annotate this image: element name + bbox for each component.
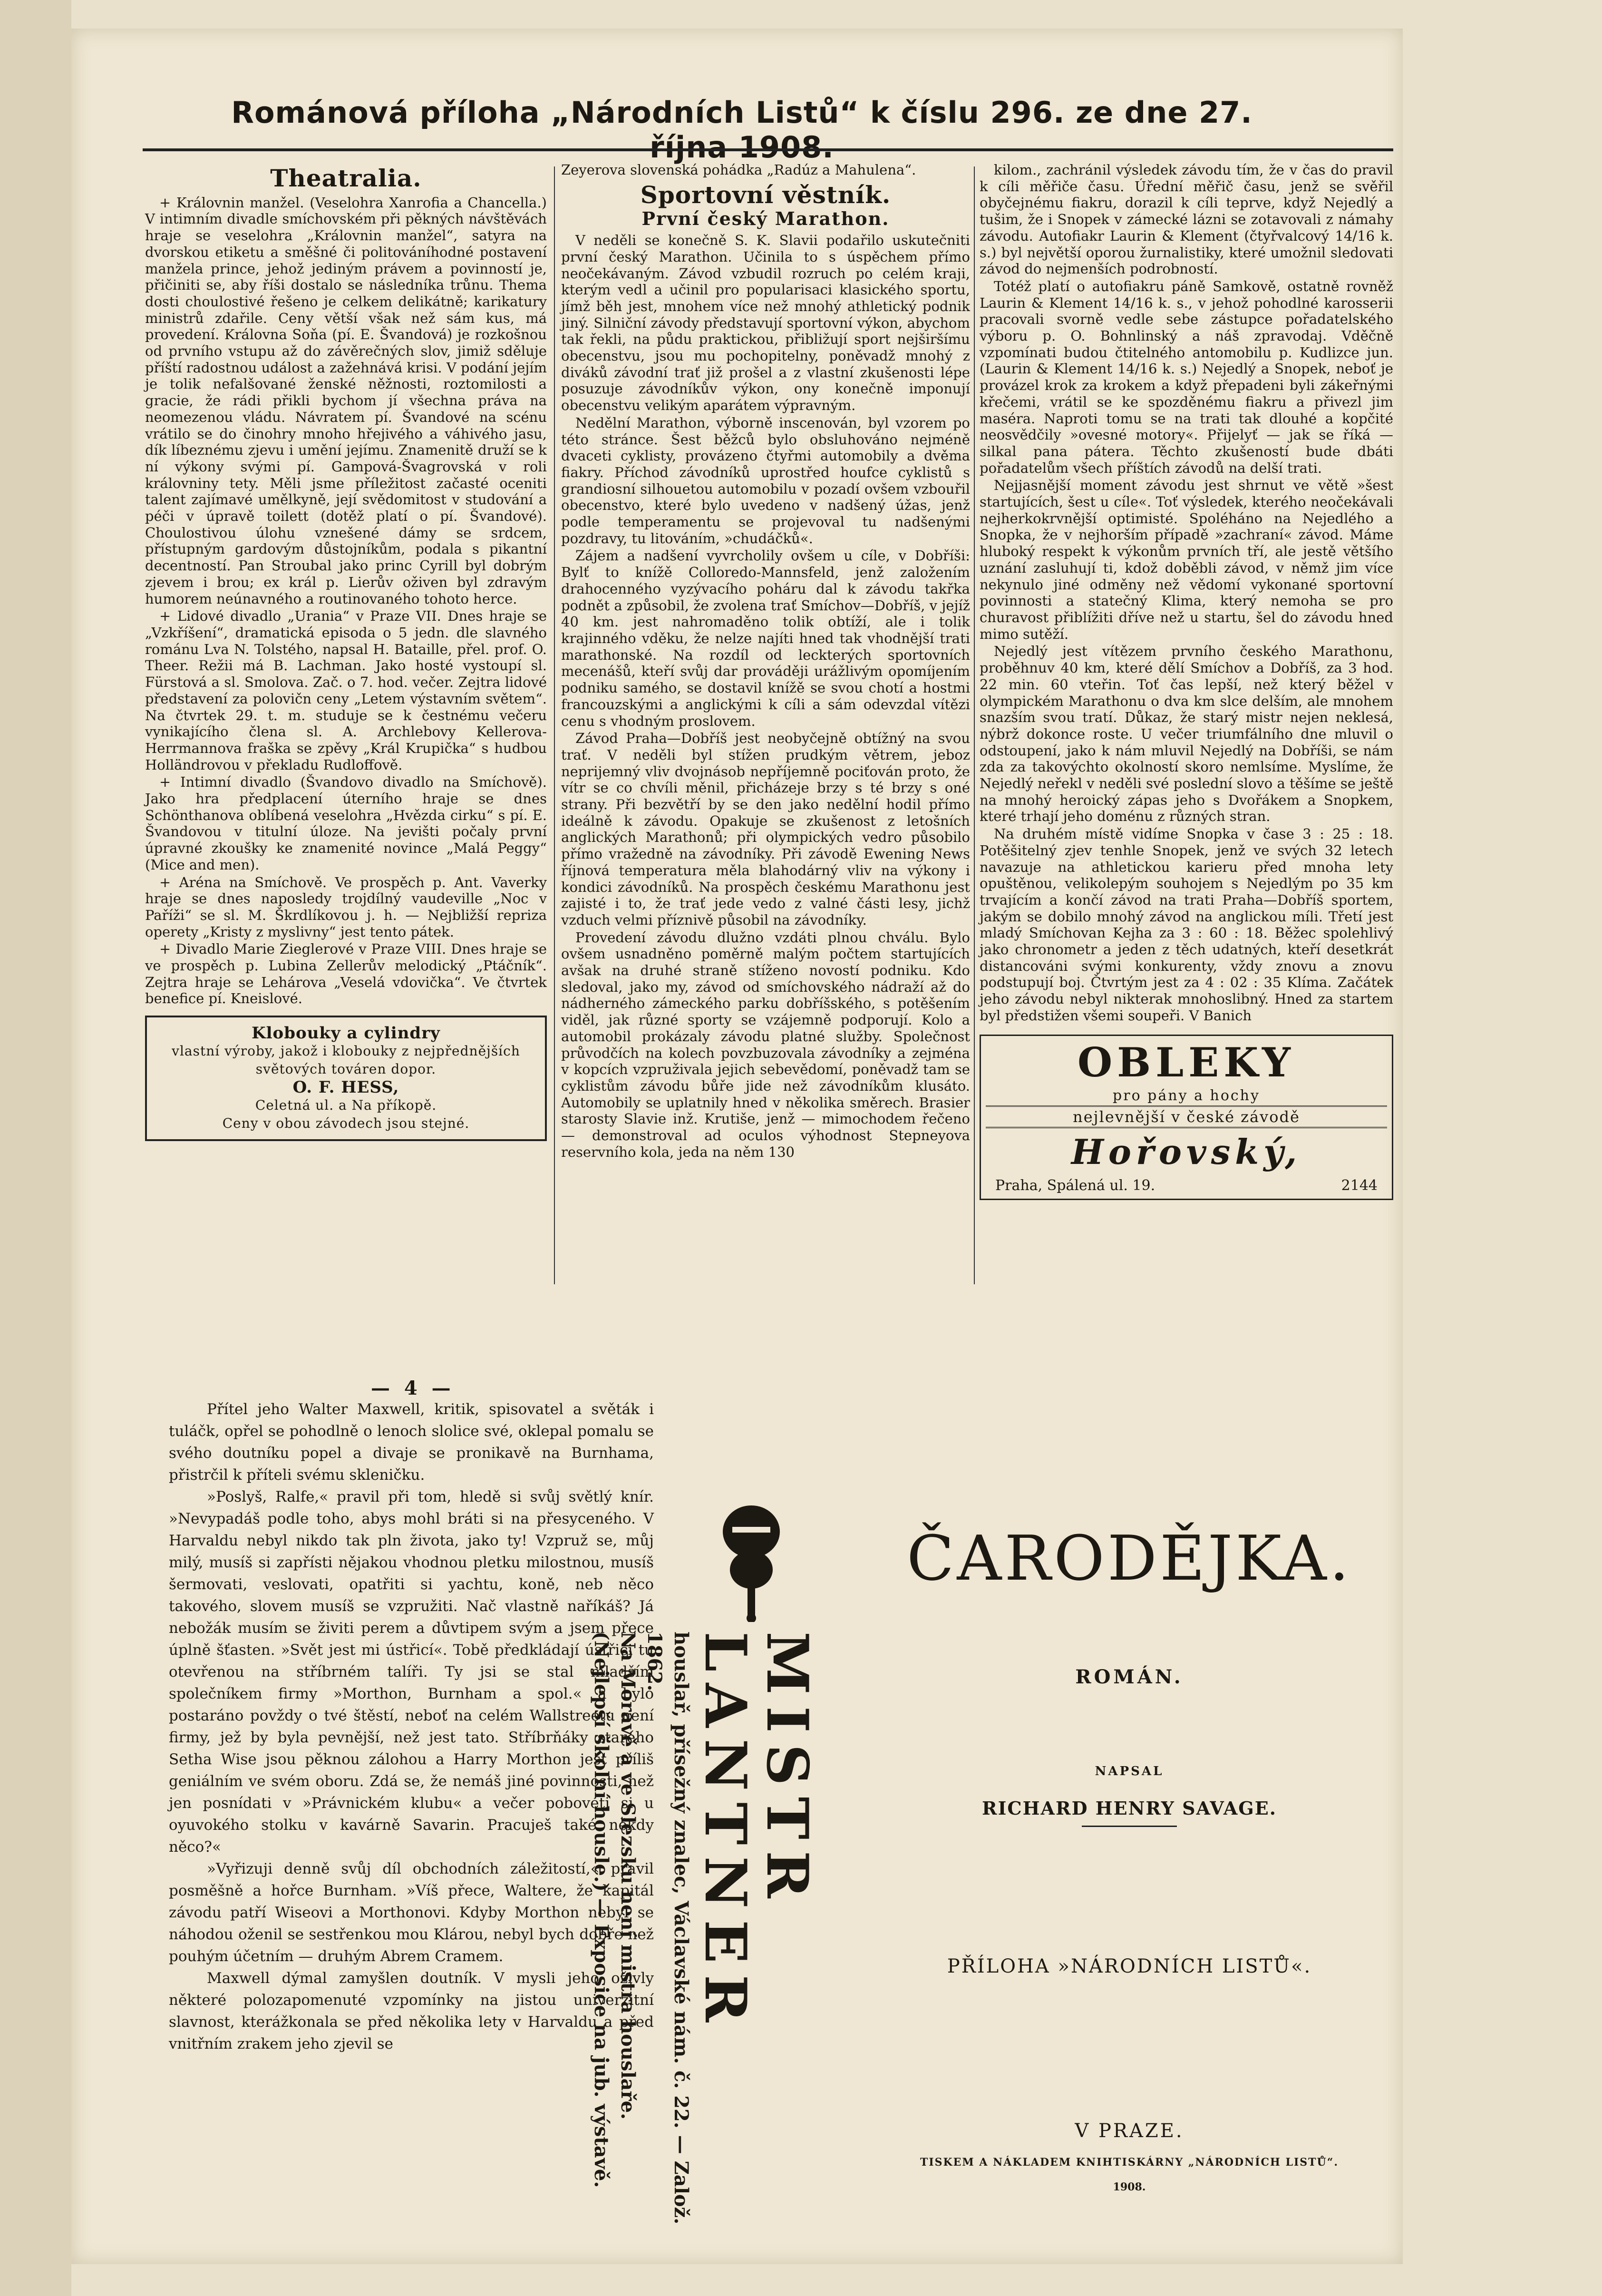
obleky-line: nejlevnější v české závodě — [986, 1105, 1387, 1128]
sport-paragraph: Totéž platí o autofiakru páně Samkově, ostatně rovněž Laurin & Klement 14/16 k. s., v jehož pohodlné karosserii pracovali svorně vedle sebe zástupce pořadatelského výboru p. O. Bohnlinský a náš zpravodaj. Vděčně vzpomínati budou čtitelného antomobilu p. Kudlizce jun. (Laurin & Klement 14/16 k. s.) Nejedlý a Snopek, neboť je provázel krok za krokem a když přepadeni byli zákeřnými křečemi, vrátil se ke spozděnému fiakru a přivezl jim maséra. Naproti tomu se na trati tak dlouhé a kopčité neosvědčily »ovesné motory«. Přijelyť — jak se říká — silkal pana pátera. Těchto zkušeností bude dbáti pořadatelům všech příštích závodů na delší trati. — [980, 278, 1393, 476]
novel-supplement-note: PŘÍLOHA »NÁRODNÍCH LISTŮ«. — [947, 1955, 1312, 1977]
obleky-heading: OBLEKY — [1078, 1038, 1295, 1086]
title-rule — [1082, 1826, 1177, 1827]
theatralia-paragraph: + Intimní divadlo (Švandovo divadlo na Smíchově). Jako hra předplacení úterního hraje se dnes Schönthanova oblíbená veselohra „Hvězda cirku“ s pí. E. Švandovou v titulní úloze. Na jevišti počaly první úpravné zkoušky ke znamenité novince „Malá Peggy“ (Mice and men). — [145, 774, 547, 873]
lantner-name: MISTR LANTNER — [692, 1632, 821, 2034]
sport-paragraph: kilom., zachránil výsledek závodu tím, že v čas do pravil k cíli měřiče času. Úřední měřič času, jenž se svěřil obyčejnému fiakru, dorazil k cíli teprve, když Nejedlý a tušim, že i Snopek v zámecké lázni se zotavovali z námahy závodu. Autofiakr Laurin & Klement (čtyřvalcový 14/16 k. s.) byl největší oporou žurnalistiky, které umožnil sledovati závod do nejmenších podrobností. — [980, 162, 1393, 277]
lantner-advertisement — [590, 1498, 821, 2240]
sport-paragraph: Nejjasnější moment závodu jest shrnut ve větě »šest startujících, šest u cíle«. Toť výsledek, kterého neočekávali nejherkokrvnější optimisté. Spoléháno na Nejedlého a Snopka, že v nejhorším případě »zachraní« závod. Máme hluboký respekt k výkonům prvních tří, ale jestě většího uznání zasluhují ti, kdož doběbli závod, v němž jim více nekynulo jiné odměny než vědomí vykonané sportovní povinnosti a statečný Klima, který nemoha se pro churavost přiblížiti dříve než u startu, šel do závodu hned mimo sutěží. — [980, 477, 1393, 642]
obleky-name: Hořovský, — [1071, 1131, 1302, 1172]
novel-year: 1908. — [1113, 2181, 1146, 2193]
hess-advertisement — [145, 1016, 547, 1141]
sport-continued-column — [980, 162, 1393, 1200]
hess-ad-title: Klobouky a cylindry — [252, 1024, 440, 1043]
obleky-line: pro pány a hochy — [1113, 1087, 1260, 1104]
column-divider — [974, 166, 975, 1284]
page-number: — 4 — — [371, 1377, 455, 1399]
novel-paragraph: Maxwell dýmal zamyšlen doutník. V mysli jeho oživly některé polozapomenuté vzpomínky na jistou univerzitní slavnost, kterážkonala se před několika lety v Harvaldu a před vnitřním zrakem jeho zjevil se — [169, 1970, 654, 2052]
novel-paragraph: »Vyřizuji denně svůj díl obchodních záležitostí,« pravil posměšně a hořce Burnham. »Víš přece, Waltere, že kapitál závodu patří Wiseovi a Morthonovi. Kdyby Morthon nebyl se náhodou oženil se sestřenkou mou Klárou, nebyl bych dobře než pouhým účetním — druhým Abrem Cramem. — [169, 1860, 654, 1965]
sport-paragraph: Nejedlý jest vítězem prvního českého Marathonu, proběhnuv 40 km, které dělí Smíchov a Dobříš, za 3 hod. 22 min. 60 vteřin. Toť čas lepší, než který běžel v olympickém Marathonu o dva km slce delším, ale mnohem snazším svou tratí. Důkaz, že starý mistr nejen neklesá, nýbrž dokonce roste. U večer triumfálního dne mluvil o odstoupení, jako k nám mluvil Nejedlý na Dobříši, se nám zda za takovýchto okolností skoro nemlsíme. Myslíme, že Nejedlý neřekl v neděli své poslední slovo a těšíme se ještě na mnohý heroický zápas jeho s Dvořákem a Snopkem, které trhají jeho doménu z různých stran. — [980, 643, 1393, 825]
novel-title-page — [856, 1522, 1403, 2193]
novel-city: V PRAZE. — [1075, 2120, 1184, 2142]
sport-paragraph: Na druhém místě vidíme Snopka v čase 3 : 25 : 18. Potěšitelný zjev tenhle Snopek, jenž ve svých 32 letech navazuje na athletickou karieru před mnoha lety opuštěnou, velikolepým souhojem s Nejedlým po 35 km trvajícím a končí závod na trati Praha—Dobříš sportem, jakým se dobilo mnohý závod na anglickou míli. Třetí jest mladý Smíchovan Kejha za 3 : 60 : 18. Běžec spolehlivý jako chronometr a jeden z těch udatných, kteří desetkrát distancováni svými konkurenty, vždy znovu a znovu podstupují boj. Čtvrtým jest za 4 : 02 : 35 Klíma. Začátek jeho závodu nebyl nikterak mnohoslibný. Hned za startem byl předstižen všemi soupeři. V Banich — [980, 826, 1393, 1024]
sport-heading: Sportovní věstník. — [640, 180, 891, 209]
novel-title: ČARODĚJKA. — [906, 1522, 1352, 1594]
lantner-text-block — [590, 1632, 821, 2250]
hess-ad-address: Celetná ul. a Na příkopě. — [255, 1097, 437, 1114]
obleky-number: 2144 — [1341, 1177, 1378, 1194]
obleky-address-row — [986, 1176, 1387, 1196]
novel-author: RICHARD HENRY SAVAGE. — [982, 1798, 1277, 1819]
sport-subheading: První český Marathon. — [641, 208, 890, 230]
sport-column — [561, 162, 970, 1161]
theatralia-paragraph: + Lidové divadlo „Urania“ v Praze VII. Dnes hraje se „Vzkříšení“, dramatická episoda o 5 jedn. dle slavného románu Lva N. Tolstého, napsal H. Bataille, přel. prof. O. Theer. Režii má B. Lachman. Jako hosté vystoupí sl. Fürstová a sl. Smolova. Zač. o 7. hod. večer. Zejtra lidové představení za polovičn ceny „Letem výstavním světem“. Na čtvrtek 29. t. m. studuje se k čestnému večeru vynikajícího člena sl. A. Archlebovy Kellerova-Herrmannova fraška se zpěvy „Král Krupička“ s hudbou Holländrovou v překladu Rudloffově. — [145, 608, 547, 773]
sport-paragraph: Nedělní Marathon, výborně inscenován, byl vzorem po této stránce. Šest běžců bylo obsluhováno nejméně dvaceti cyklisty, provázeno čtyřmi automobily a dvěma fiakry. Příchod závodníků uprostřed houfce cyklistů s grandiosní silhouetou automobilu v pozadí ovšem vzbouřil obecenstvo, které bylo uvedeno v nadšený úžas, jenž podle temperamentu se projevoval tu nadšenými pozdravy, tu litováním, »chudáčků«. — [561, 414, 970, 547]
sport-paragraph: Závod Praha—Dobříš jest neobyčejně obtížný na svou trať. V neděli byl stížen prudkým větrem, jeboz neprijemný vliv dvojnásob nepříjemně pociťován proto, že vítr se co chvíli měnil, přicházeje brzy s té brzy s oné strany. Při bezvětří by se den jako nedělní hodil přímo ideálně k závodu. Opakuje se zkušenost z letošních anglických Marathonů; při olympických vedro působilo přímo vražedně na závodníky. Při závodě Ewening News říjnová temperatura měla blahodárný vliv na výkony i kondici závodníků. Na prospěch českému Marathonu jest zajisté i to, že trať jede vedo z valné části lesy, jichž vzduch velmi příznivě působil na závodníky. — [561, 730, 970, 928]
novel-printer: TISKEM A NÁKLADEM KNIHTISKÁRNY „NÁRODNÍCH LISTŮ“. — [920, 2156, 1339, 2169]
hess-ad-prices: Ceny v obou závodech jsou stejné. — [222, 1115, 470, 1132]
sport-paragraph: V neděli se konečně S. K. Slavii podařilo uskutečniti první český Marathon. Učinila to s úspěchem přímo neočekávaným. Závod vzbudil rozruch po celém kraji, kterým vedl a učinil pro popularisaci klasického sportu, jímž běh jest, mnohem více než mnohý athletický podnik jiný. Silniční závody představují sportovní výkon, abychom tak řekli, na půdu praktickou, přibližují sport nejširšímu obecenstvu, jsou mu pochopitelny, poněvadž mnohý z diváků závodní trať již prošel a z vlastní zkušenosti lépe posuzuje závodníkův výkon, ony konečně imponují obecenstvu velikým aparátem výpravným. — [561, 232, 970, 414]
novel-written-by-label: NAPSAL — [1095, 1764, 1164, 1778]
theatralia-paragraph: + Královnin manžel. (Veselohra Xanrofia a Chancella.) V intimním divadle smíchovském při pěkných návštěvách hraje se veselohra „Královnin manžel“, satyra na dvorskou etiketu a směšné či politováníhodné postavení manžela prince, jehož jediným právem a povinností je, přičiniti se, aby říši dostalo se následníka trůnu. Thema dosti choulostivé řešeno je celkem delikátně; karikatury ministrů zdařile. Ceny větší však než sám kus, má provedení. Královna Soňa (pí. E. Švandová) je rozkošnou od prvního vstupu až do závěrečných slov, jimiž sděluje příští radostnou událost a zažehnává krisi. V podání jejím je tolik nefalšované ženské něžnosti, roztomilosti a gracie, že rádi přikli bychom jí všechna práva na neomezenou vládu. Návratem pí. Švandové na scénu vrátilo se do činohry mnoho hřejivého a váhivého jasu, dík líbeznému zjevu i umění jejímu. Znamenitě druží se k ní výkony svými pí. Gampová-Švagrovská v roli královniny tety. Měli jsme příležitost začasté oceniti talent zajímavé umělkyně, její svědomitost v studování a péči v úpravě toilett (dotěž platí o pí. Švandové). Choulostivou úlohu vznešené dámy se srdcem, přístupným gardovým důstojníkům, podala s pikantní decentností. Pan Stroubal jako princ Cyrill byl dobrým zjevem i brou; ex král p. Lierův oživen byl zdravým humorem neúnavného a routinovaného tohoto herce. — [145, 194, 547, 607]
lantner-line: houslař, přísežný znalec, Václavské nám. č. 22. — Založ. 1862. — [643, 1632, 692, 2225]
theatralia-heading: Theatralia. — [270, 164, 422, 192]
lantner-line: (Nejlepší školní housle.) — Exposice na jub. výstavě. — [590, 1632, 612, 2188]
novel-paragraph: »Poslyš, Ralfe,« pravil při tom, hledě si svůj světlý knír. »Nevypadáš podle toho, abys mohl bráti si na přesyceného. V Harvaldu nebyl nikdo tak pln života, jako ty! Vzpruž se, můj milý, musíš si zapřísti nějakou vhodnou pletku milostnou, musíš šermovati, veslovati, opatřiti si yachtu, koně, neb něco takového, slovem musíš se vzpružiti. Nač vlastně naříkáš? Já nebožák musím se živiti perem a důvtipem svým a jsem přece úplně šťasten. »Svět jest mi ústřicí«. Tobě předkládají ústřici tu otevřenou na stříbrném talíři. Ty jsi se stal mladším společníkem firmy »Morthon, Burnham a spol.« a bylo postaráno povždy o tvé štěstí, neboť na celém Wallstreetu není firmy, jež by byla pevnější, než jest tato. Stříbrňáky starého Setha Wise jsou pěknou zálohou a Harry Morthon jest příliš geniálním ve svém oboru. Zdá se, že nemáš jiné povinnosti, než jen posnídati v »Právnickém klubu« a večer pobovéti si u oyuvokého stolku v kavárně Savarin. Pracuješ také někdy něco?« — [169, 1488, 654, 1856]
header-rule — [143, 148, 1393, 151]
page-header-title: Románová příloha „Národních Listů“ k číslu 296. ze dne 27. října 1908. — [231, 95, 1252, 165]
novel-genre: ROMÁN. — [1075, 1666, 1184, 1688]
obleky-address: Praha, Spálená ul. 19. — [995, 1177, 1155, 1194]
novel-paragraph: Přítel jeho Walter Maxwell, kritik, spisovatel a světák i tuláčk, opřel se pohodlně o lenoch slolice své, oklepal pomalu se svého doutníku popel a divaje se pronikavě na Burnhama, přistrčil k příteli svému skleničku. — [169, 1401, 654, 1484]
sport-paragraph: Zájem a nadšení vyvrcholily ovšem u cíle, v Dobříši: Bylť to knížě Colloredo-Mannsfeld, jenž založením drahocenného vyzývacího poháru dal k závodu takřka podnět a způsobil, že zvolena trať Smíchov—Dobříš, v jejíž 40 km. jest nahromaděno tolik obtíží, ale i tolik krajinného vděku, že nelze najíti hned tak vhodnější trati marathonské. Na rozdíl od leckterých sportovních mecenášů, kteří svůj dar prováději urážlivým opomíjením podniku samého, se dostavil knížě se svou chotí a hostmi francouzskými a anglickými k cíli a sám odevzdal vítězi cenu s vhodným proslovem. — [561, 547, 970, 729]
theatralia-paragraph: + Divadlo Marie Zieglerové v Praze VIII. Dnes hraje se ve prospěch p. Lubina Zellerův melodický „Ptáčník“. Zejtra hraje se Lehárova „Veselá vdovička“. Ve čtvrtek benefice pí. Kneislové. — [145, 941, 547, 1007]
column-divider — [554, 166, 555, 1284]
sport-paragraph: Provedení závodu dlužno vzdáti plnou chválu. Bylo ovšem usnadněno poměrně malým počtem startujících avšak na druhé straně stíženo novostí podniku. Kdo sledoval, jako my, závod od smíchovského nádraží až do nádherného zámeckého parku dobříšského, s potěšením viděl, jak různé sporty se vzájemně podporují. Kolo a automobil prokázaly závodu platné služby. Společnost průvodčích na kolech povzbuzovala závodníky a zejména v kopcích vzpruživala jejich sebevědomí, poněvadž tam se cyklistům závodu bůře jide než závodníkům klusáto. Automobily se uplatnily hned v několika směrech. Brasier starosty Slavie inž. Krutiše, jenž — mimochodem řečeno — demonstroval ad oculos výhodnost Stepneyova reservního kola, jeda na něm 130 — [561, 929, 970, 1160]
sport-intro-line: Zeyerova slovenská pohádka „Radúz a Mahulena“. — [561, 162, 916, 178]
theatralia-paragraph: + Aréna na Smíchově. Ve prospěch p. Ant. Vaverky hraje se dnes naposledy trojdílný vaudeville „Noc v Paříži“ se sl. M. Škrdlíkovou j. h. — Nejbližší repriza operety „Kristy z myslivny“ jest tento pátek. — [145, 874, 547, 940]
novel-text — [169, 1398, 654, 2055]
hess-ad-text: vlastní výroby, jakož i klobouky z nejpřednějších světových továren dopor. — [172, 1043, 520, 1077]
hess-ad-name: O. F. HESS, — [292, 1078, 399, 1097]
page-edge — [0, 0, 71, 2296]
lantner-line: Na Moravě a ve Slezsku není mistra houslaře. — [617, 1632, 639, 2120]
horovsky-advertisement — [980, 1035, 1393, 1201]
theatralia-column — [145, 162, 547, 1141]
violin-icon — [689, 1498, 813, 1622]
